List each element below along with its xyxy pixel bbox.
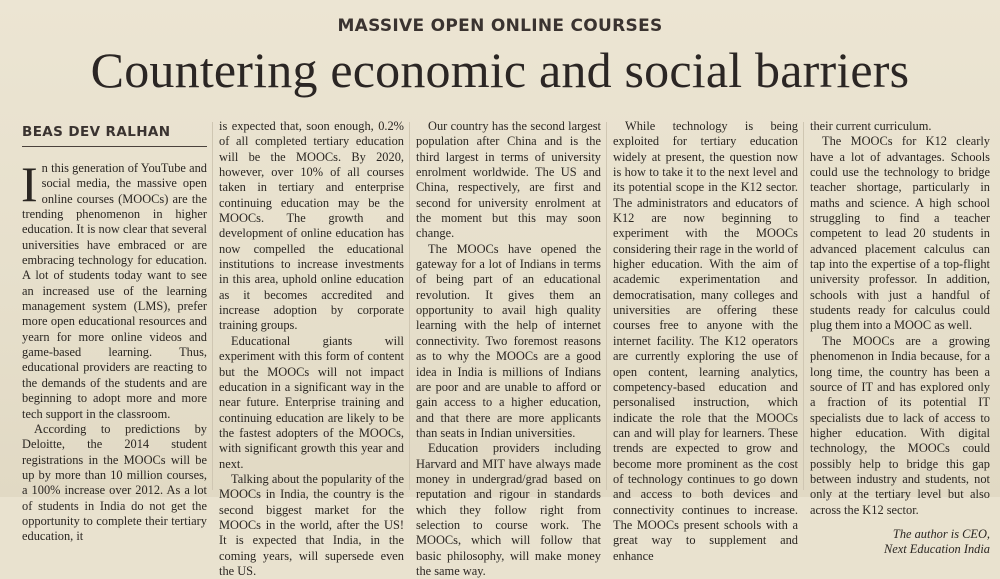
paragraph: The MOOCs have opened the gateway for a lot of Indians in terms of being part of an educational revolution. It gives them an opportunity to avail high quality learning with the help of internet connectivity. Two foremost reasons as to why the MOOCs are a good idea in India is millions of Indians are poor and are unable to afford or gain access to a higher education, and that there are more applicants than seats in Indian universities. <box>416 241 601 440</box>
article-column-4 <box>613 119 798 563</box>
paragraph: their current curriculum. <box>810 119 932 133</box>
author-credit-line: Next Education India <box>884 542 990 557</box>
headline: Countering economic and social barriers <box>90 42 910 98</box>
drop-cap: I <box>21 156 38 212</box>
paragraph: Education providers including Harvard and MIT have always made money in undergrad/grad based on reputation and rigour in standards which they follow right from selection to course work. The MOOCs, which will follow that basic philosophy, will make money the same way. <box>416 441 601 578</box>
column-divider <box>803 122 804 490</box>
paragraph: Talking about the popularity of the MOOCs in India, the country is the second biggest market for the MOOCs in the world, after the US! It is expected that India, in the coming years, will supersede even the US. <box>219 471 404 578</box>
paragraph: is expected that, soon enough, 0.2% of all completed tertiary education will be the MOOCs. By 2020, however, over 10% of all courses taken in tertiary and enterprise continuing education may be the MOOCs. The growth and development of online education has now compelled the educational institutions to increase investments in this area, uphold online education as it becomes accredited and increase adoption by corporate training groups. <box>219 119 404 333</box>
paragraph-text: n this generation of YouTube and social media, the massive open online courses (MOOCs) are the trending phenomenon in higher education. It is now clear that several universities have embraced or are embracing technology for education. A lot of students today want to see an increased use of the learning management system (LMS), prefer more open educational resources and yearn for more online videos and game-based learning. Thus, educational providers are reacting to the demands of the students and are beginning to adopt more and more tech support in the classroom. <box>22 161 207 421</box>
byline: BEAS DEV RALHAN <box>22 124 207 147</box>
article-column-3 <box>416 119 601 578</box>
article-column-5 <box>810 119 990 557</box>
column-divider <box>606 122 607 490</box>
paragraph: The MOOCs are a growing phenomenon in India because, for a long time, the country has been a source of IT and has explored only a fraction of its potential IT specialists due to lack of access to higher education. With digital technology, the MOOCs could possibly help to bridge this gap between industry and students, not only at the tertiary level but also across the K12 sector. <box>810 333 990 517</box>
author-credit <box>810 527 990 558</box>
section-label: MASSIVE OPEN ONLINE COURSES <box>337 16 663 36</box>
column-divider <box>409 122 410 490</box>
author-credit-line: The author is CEO, <box>892 526 990 541</box>
paragraph: Our country has the second largest population after China and is the third largest in terms of university enrolment worldwide. The US and China, respectively, are first and second for university enrolment at the moment but this may soon change. <box>416 119 601 241</box>
paragraph <box>21 156 207 422</box>
paragraph: According to predictions by Deloitte, the 2014 student registrations in the MOOCs will be up by more than 10 million courses, a 100% increase over 2012. As a lot of students in India do not get the opportunity to complete their tertiary education, it <box>22 421 207 544</box>
paragraph: While technology is being exploited for tertiary education widely at present, the question now is how to take it to the next level and its potential scope in the K12 sector. The administrators and educators of K12 are now beginning to experiment with the MOOCs considering their rage in the world of higher education. With the aim of academic experimentation and democratisation, many colleges and universities are offering these courses free to anyone with the internet facility. The K12 operators are currently exploring the use of open content, learning analytics, competency-based education and personalised instruction, which indicate the role that the MOOCs can and will play for learners. These trends are expected to grow and become more prominent as the cost of technology continues to go down and access to both devices and connectivity continues to increase. The MOOCs present schools with a great way to supplement and enhance <box>613 119 798 563</box>
article-column-1 <box>21 156 207 544</box>
paragraph: The MOOCs for K12 clearly have a lot of advantages. Schools could use the technology to bridge teacher shortage, particularly in maths and science. A high school struggling to find a teacher competent to lead 20 students in advanced placement calculus can tap into the expertise of a top-flight university professor. In addition, schools with just a handful of students ready for calculus could plug them into a MOOC as well. <box>810 134 990 333</box>
article-column-2 <box>219 119 404 578</box>
column-divider <box>212 122 213 490</box>
paragraph: Educational giants will experiment with this form of content but the MOOCs will not impact education in a significant way in the near future. Enterprise training and continuing education are likely to be the fastest adopters of the MOOCs, with significant growth this year and next. <box>219 333 404 471</box>
